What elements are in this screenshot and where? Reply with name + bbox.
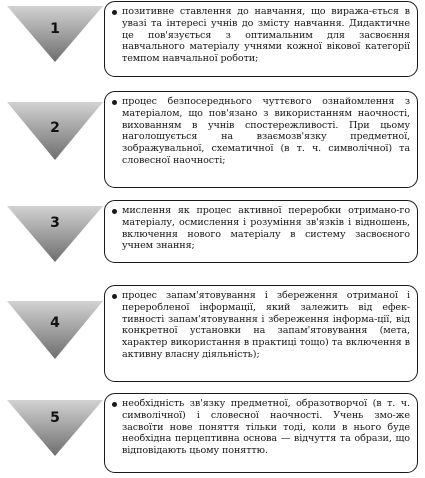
- step-marker-triangle: [5, 398, 105, 458]
- bullet-icon: [112, 402, 117, 407]
- bullet-icon: [112, 10, 117, 15]
- bullet-icon: [112, 100, 117, 105]
- step-description-box: [104, 285, 418, 382]
- step-description: процес безпосереднього чуттєвого ознайомлення з матеріалом, що пов'язано з використанням наочності, вихованням в учнів спостережливості. При цьому наголошується на взаємозв'язку предметної, зображувальної, схематичної (в т. ч. символічної) та словесної наочності;: [122, 96, 410, 167]
- step-description: необхідність зв'язку предметної, образотворчої (в т. ч. символічної) і словесної наочності. Учень змо-же засвоїти нове поняття тільки тоді, коли в нього буде необхідна перцептивна основа — відчуття та образи, що відповідають цьому поняттю.: [122, 398, 410, 457]
- step-number: 2: [50, 120, 60, 136]
- step-marker-triangle: [5, 4, 105, 64]
- step-description-box: [104, 1, 418, 77]
- bullet-icon: [112, 294, 117, 299]
- step-description-box: [104, 200, 418, 263]
- step-description-box: [104, 393, 418, 473]
- triangle-shape: [5, 204, 105, 264]
- step-number: 5: [50, 410, 60, 426]
- step-description: процес запам'ятовування і збереження отриманої і переробленої інформації, який залежить від ефек-тивності запам'ятовування і збереження інформа-ції, від конкретної установки на запам'ятовування (мета, характер використання в практиці тощо) та включення в активну власну діяльність);: [122, 290, 410, 361]
- step-number: 4: [50, 315, 60, 331]
- step-description-box: [104, 91, 418, 188]
- step-number: 3: [50, 215, 60, 231]
- bullet-icon: [112, 209, 117, 214]
- step-marker-triangle: [5, 299, 105, 361]
- triangle-shape: [5, 398, 105, 458]
- step-number: 1: [50, 21, 60, 37]
- step-marker-triangle: [5, 204, 105, 264]
- step-description: мислення як процес активної переробки отримано-го матеріалу, осмислення і розуміння зв'язків і відношень, включення нового матеріалу в систему засвоєного учнем знання;: [122, 205, 410, 252]
- step-description: позитивне ставлення до навчання, що виража-ється в увазі та інтересі учнів до змісту навчання. Дидактичне це пов'язується з оптимальним для засвоєння навчального матеріалу учнями кожної вікової категорії темпом навчальної роботи;: [122, 6, 410, 65]
- step-marker-triangle: [5, 100, 105, 162]
